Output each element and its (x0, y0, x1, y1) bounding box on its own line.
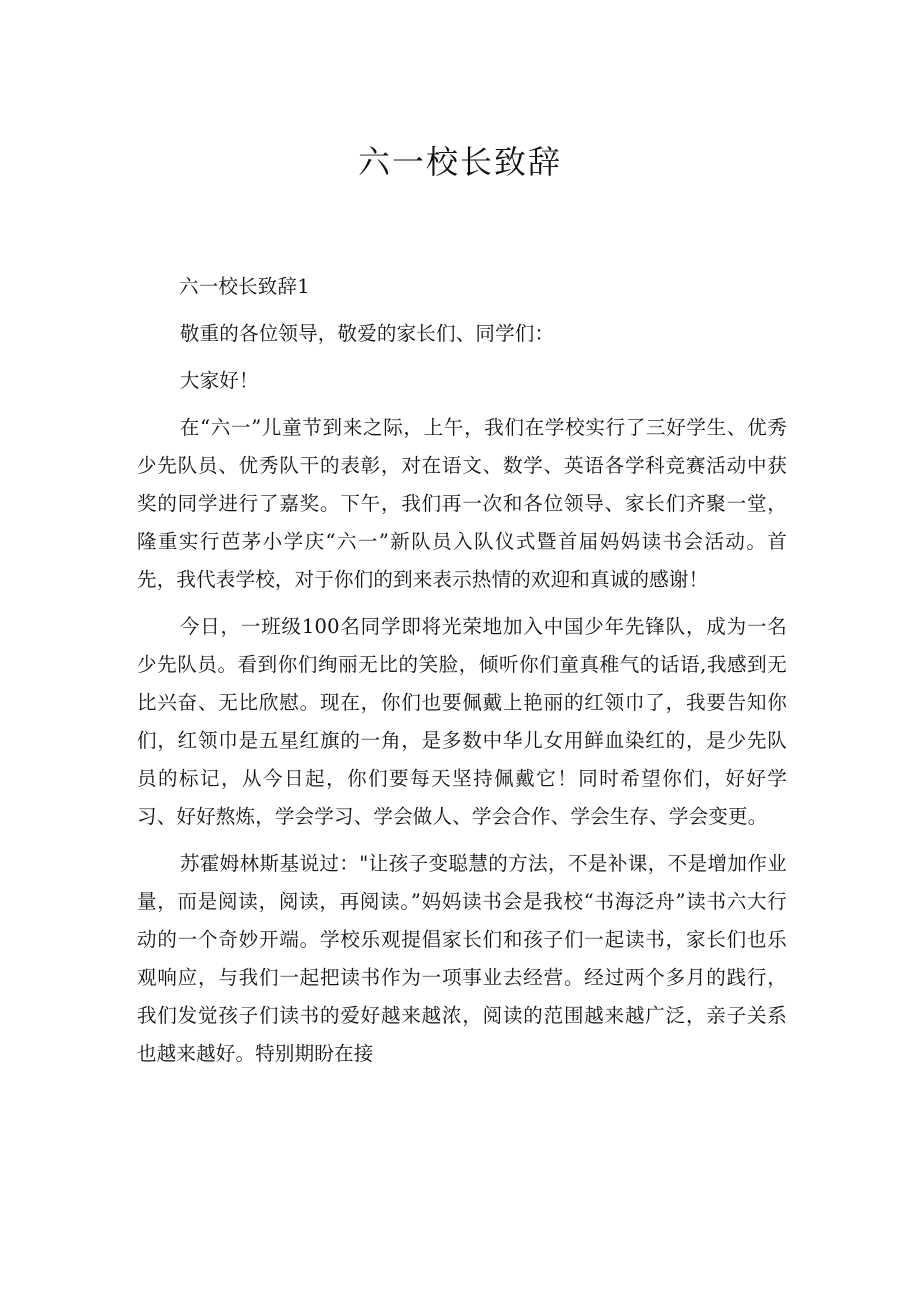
paragraph-3: 苏霍姆林斯基说过："让孩子变聪慧的方法，不是补课，不是增加作业量，而是阅读，阅读，再阅读。”妈妈读书会是我校“书海泛舟”读书六大行动的一个奇妙开端。学校乐观提倡家长们和孩子们一起读书，家长们也乐观响应，与我们一起把读书作为一项事业去经营。经过两个多月的践行，我们发觉孩子们读书的爱好越来越浓，阅读的范围越来越广泛，亲子关系也越来越好。特别期盼在接 (137, 852, 787, 1065)
paragraph-1: 在“六一”儿童节到来之际，上午，我们在学校实行了三好学生、优秀少先队员、优秀队干的表彰，对在语文、数学、英语各学科竞赛活动中获奖的同学进行了嘉奖。下午，我们再一次和各位领导、家长们齐聚一堂，隆重实行芭茅小学庆“六一”新队员入队仪式暨首届妈妈读书会活动。首先，我代表学校，对于你们的到来表示热情的欢迎和真诚的感谢！ (137, 416, 787, 591)
greeting: 大家好！ (179, 369, 259, 392)
section-heading: 六一校长致辞1 (179, 275, 310, 298)
salutation: 敬重的各位领导，敬爱的家长们、同学们： (179, 322, 555, 345)
document-body (137, 268, 787, 1082)
document-title: 六一校长致辞 (357, 143, 562, 181)
paragraph-2: 今日，一班级100名同学即将光荣地加入中国少年先锋队，成为一名少先队员。看到你们绚丽无比的笑脸，倾听你们童真稚气的话语,我感到无比兴奋、无比欣慰。现在，你们也要佩戴上艳丽的红领巾了，我要告知你们，红领巾是五星红旗的一角，是多数中华儿女用鲜血染红的，是少先队员的标记，从今日起，你们要每天坚持佩戴它！同时希望你们，好好学习、好好熬炼，学会学习、学会做人、学会合作、学会生存、学会变更。 (137, 615, 787, 828)
